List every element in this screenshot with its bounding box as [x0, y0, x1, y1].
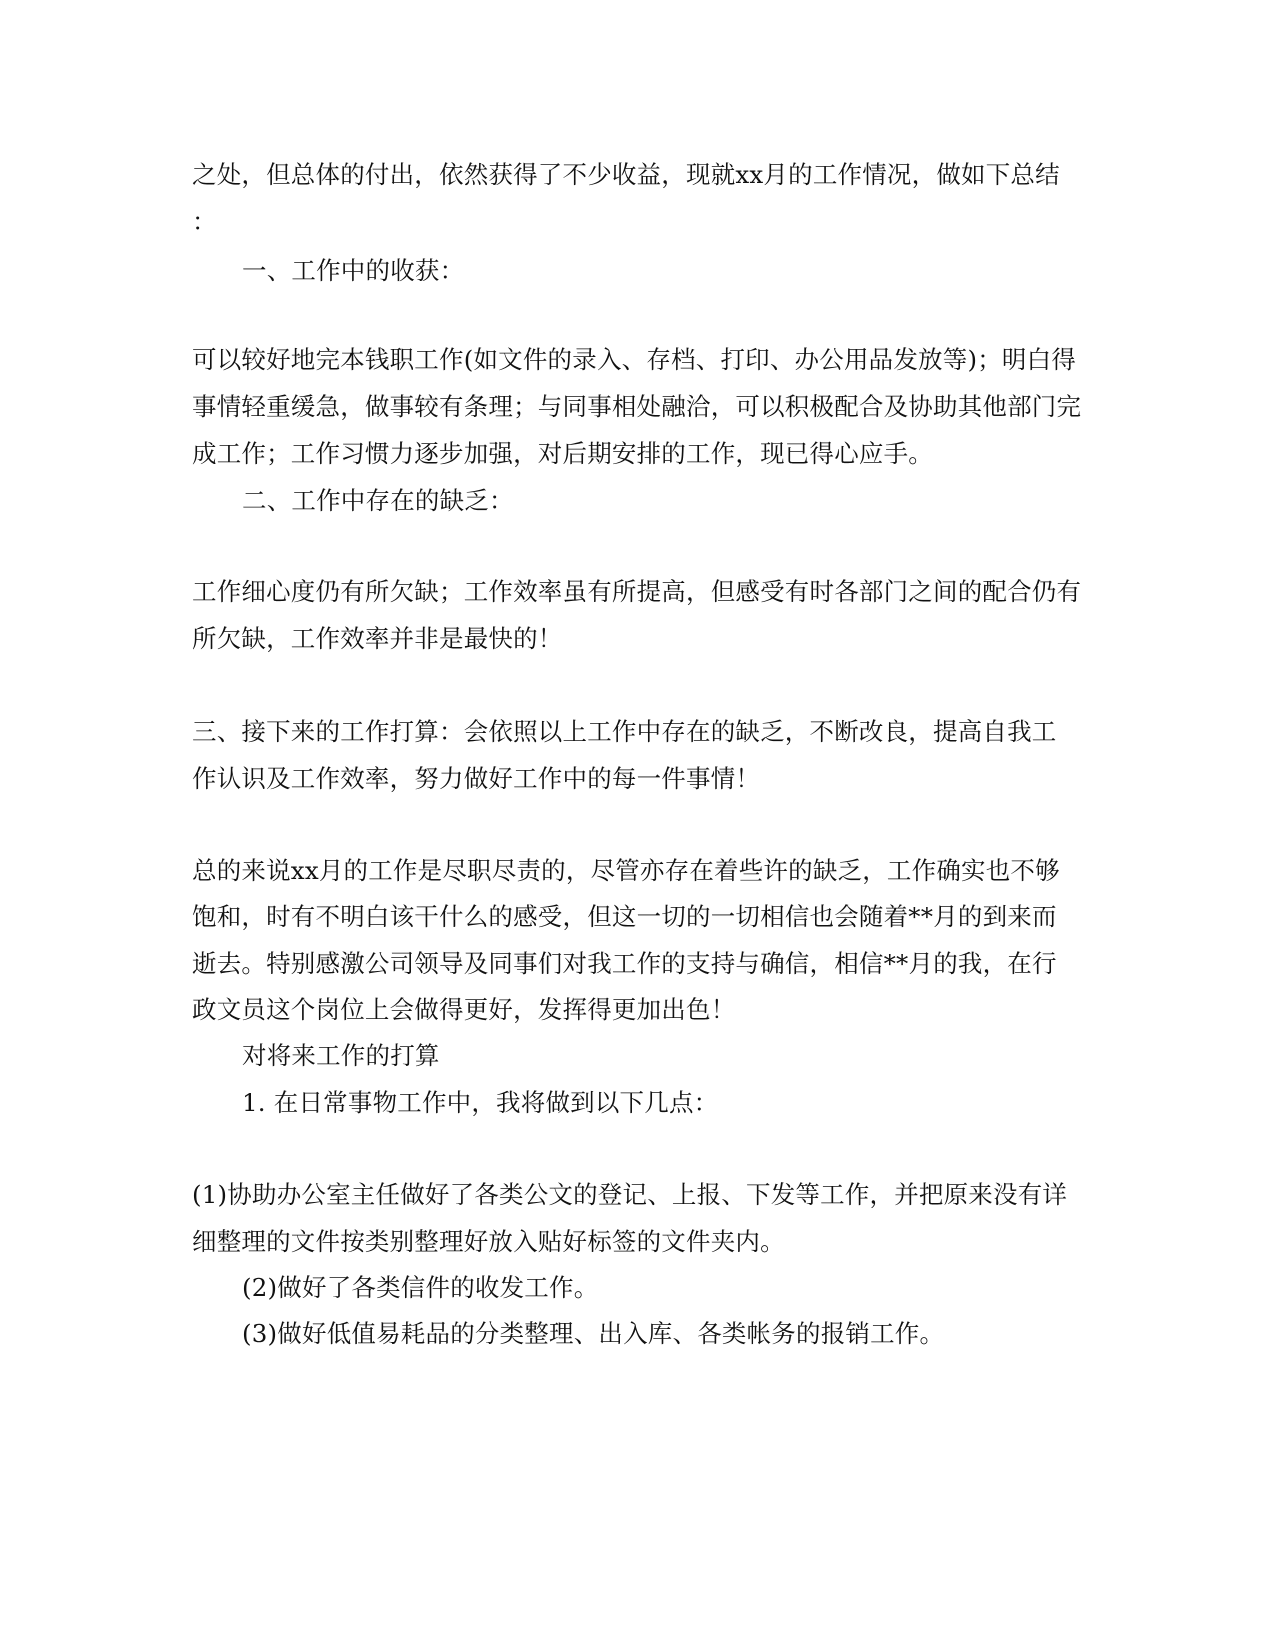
text-line: 逝去。特别感激公司领导及同事们对我工作的支持与确信，相信**月的我，在行	[192, 949, 1057, 978]
list-item: (3)做好低值易耗品的分类整理、出入库、各类帐务的报销工作。	[242, 1319, 945, 1348]
text-line: 作认识及工作效率，努力做好工作中的每一件事情！	[192, 764, 761, 793]
section-heading: 一、工作中的收获：	[242, 256, 465, 285]
list-heading: 1. 在日常事物工作中，我将做到以下几点：	[242, 1088, 719, 1117]
text-line: ：	[192, 207, 217, 236]
text-line: 总的来说xx月的工作是尽职尽责的，尽管亦存在着些许的缺乏，工作确实也不够	[192, 856, 1060, 885]
text-line: 成工作；工作习惯力逐步加强，对后期安排的工作，现已得心应手。	[192, 439, 933, 468]
text-line: 可以较好地完本钱职工作(如文件的录入、存档、打印、办公用品发放等)；明白得	[192, 345, 1077, 374]
text-line: 事情轻重缓急，做事较有条理；与同事相处融洽，可以积极配合及协助其他部门完	[192, 392, 1082, 421]
list-item: (1)协助办公室主任做好了各类公文的登记、上报、下发等工作，并把原来没有详	[192, 1180, 1068, 1209]
text-line: 之处，但总体的付出，依然获得了不少收益，现就xx月的工作情况，做如下总结	[192, 160, 1060, 189]
text-line: 所欠缺，工作效率并非是最快的！	[192, 624, 563, 653]
text-line: 三、接下来的工作打算：会依照以上工作中存在的缺乏，不断改良，提高自我工	[192, 717, 1057, 746]
text-line: 细整理的文件按类别整理好放入贴好标签的文件夹内。	[192, 1227, 785, 1256]
text-line: 政文员这个岗位上会做得更好，发挥得更加出色！	[192, 995, 736, 1024]
text-line: 工作细心度仍有所欠缺；工作效率虽有所提高，但感受有时各部门之间的配合仍有	[192, 577, 1082, 606]
list-item: (2)做好了各类信件的收发工作。	[242, 1273, 599, 1302]
section-heading: 二、工作中存在的缺乏：	[242, 486, 514, 515]
section-heading: 对将来工作的打算	[242, 1041, 440, 1070]
text-line: 饱和，时有不明白该干什么的感受，但这一切的一切相信也会随着**月的到来而	[192, 902, 1057, 931]
